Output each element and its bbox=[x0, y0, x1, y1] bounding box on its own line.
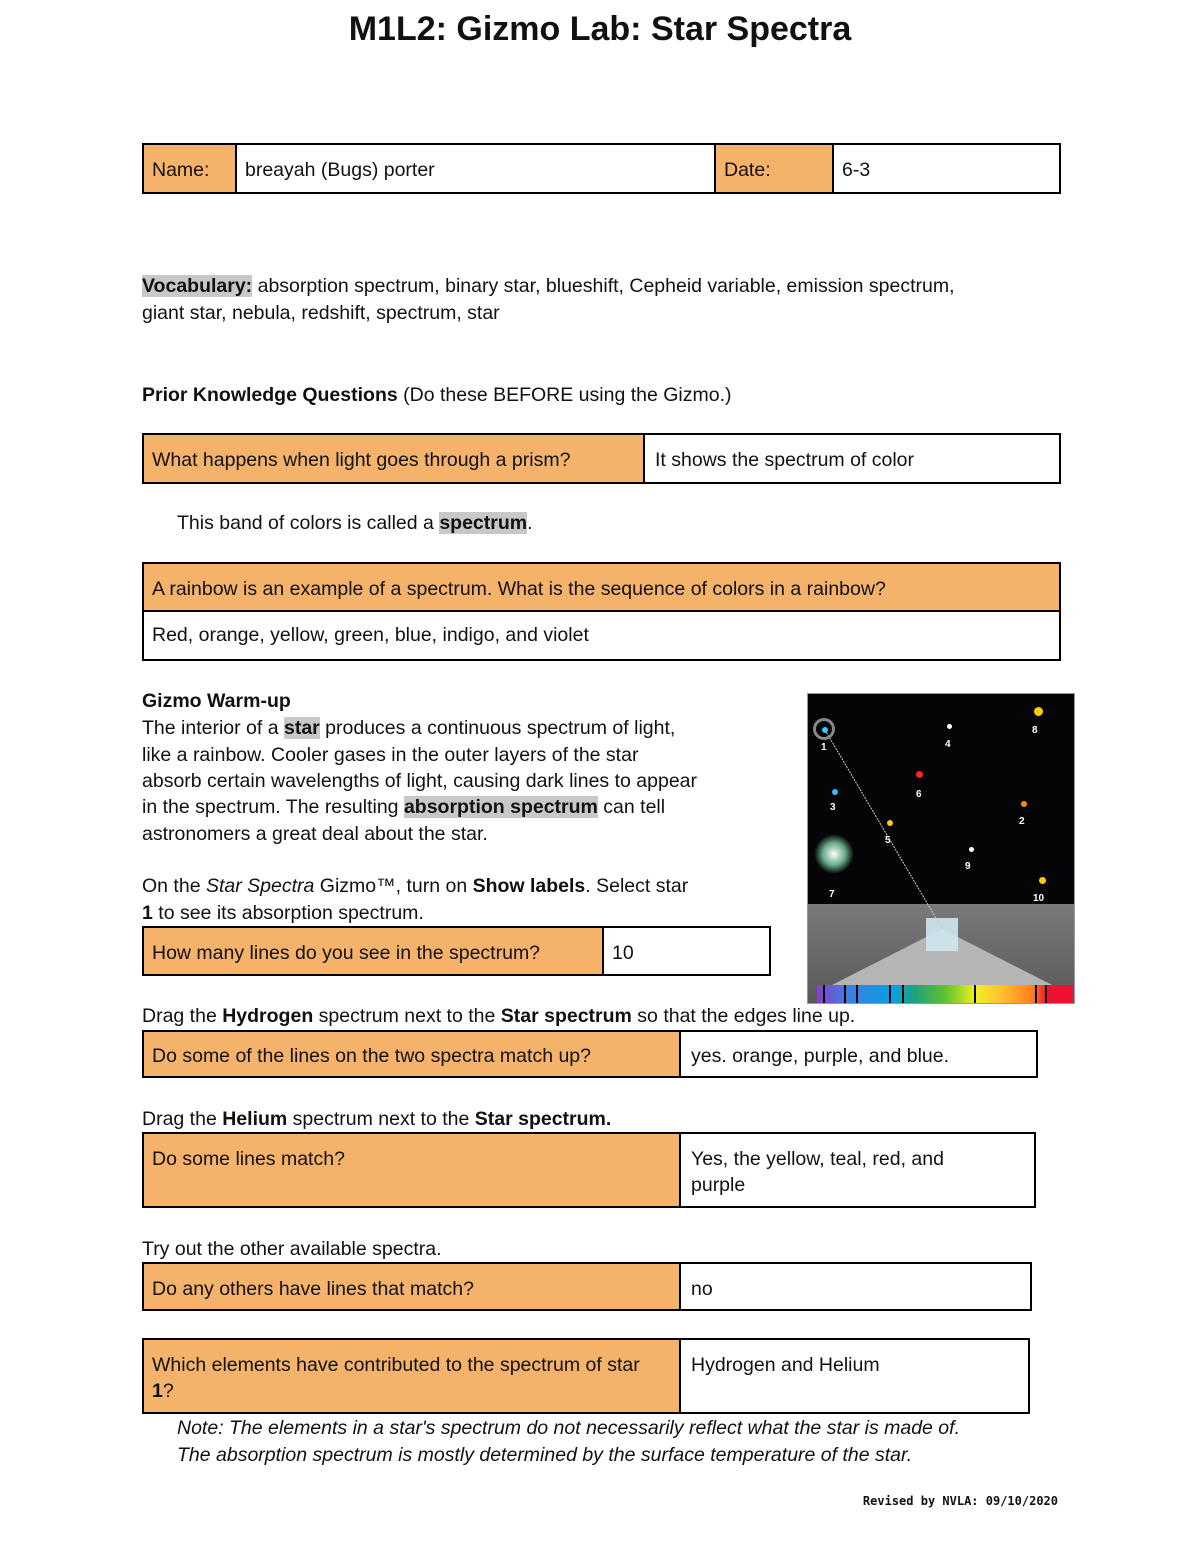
star-6[interactable] bbox=[916, 771, 923, 778]
answer-7[interactable]: Hydrogen and Helium bbox=[679, 1340, 1028, 1412]
band-sentence bbox=[177, 510, 533, 536]
star-label: 10 bbox=[1033, 893, 1045, 904]
text-segment: Drag the bbox=[142, 1108, 223, 1130]
absorption-spectrum-bar bbox=[817, 985, 1073, 1004]
warmup-line: astronomers a great deal about the star. bbox=[142, 823, 488, 845]
text-segment: spectrum next to the bbox=[313, 1005, 501, 1027]
star-4[interactable] bbox=[947, 724, 952, 729]
drag-helium-instruction bbox=[142, 1106, 611, 1132]
question-table-7 bbox=[142, 1338, 1030, 1414]
text-segment: Helium bbox=[222, 1108, 288, 1130]
star-label: 6 bbox=[916, 789, 922, 800]
question-5: Do some lines match? bbox=[144, 1134, 679, 1206]
text-segment: The interior of a bbox=[142, 717, 284, 739]
warmup-line bbox=[142, 715, 675, 741]
name-label: Name: bbox=[144, 145, 235, 192]
star-label: 2 bbox=[1019, 816, 1025, 827]
name-date-table bbox=[142, 143, 1061, 194]
try-other-spectra: Try out the other available spectra. bbox=[142, 1238, 442, 1260]
text-segment: . Select star bbox=[585, 875, 689, 897]
band-text: This band of colors is called a bbox=[177, 512, 440, 534]
text-segment: Star Spectra bbox=[205, 875, 315, 897]
date-label: Date: bbox=[714, 145, 832, 192]
text-segment: Star spectrum bbox=[500, 1005, 632, 1027]
warmup-instruction-2 bbox=[142, 900, 424, 926]
answer-6[interactable]: no bbox=[679, 1264, 1030, 1309]
question-table-2 bbox=[142, 562, 1061, 661]
question-table-5 bbox=[142, 1132, 1036, 1208]
text-segment: ? bbox=[162, 1380, 174, 1402]
warmup-line bbox=[142, 794, 665, 820]
star-1[interactable] bbox=[822, 727, 828, 733]
star-9[interactable] bbox=[969, 847, 974, 852]
page-title: M1L2: Gizmo Lab: Star Spectra bbox=[348, 10, 852, 48]
question-3: How many lines do you see in the spectrum? bbox=[144, 928, 602, 974]
text-segment: On the bbox=[142, 875, 206, 897]
warmup-line: absorb certain wavelengths of light, causing dark lines to appear bbox=[142, 770, 697, 792]
question-4: Do some of the lines on the two spectra match up? bbox=[144, 1032, 679, 1076]
text-segment: 1 bbox=[152, 1380, 163, 1402]
text-segment: so that the edges line up. bbox=[631, 1005, 856, 1027]
star-label: 4 bbox=[945, 739, 951, 750]
name-field[interactable]: breayah (Bugs) porter bbox=[235, 145, 714, 192]
text-segment: produces a continuous spectrum of light, bbox=[319, 717, 676, 739]
drag-hydrogen-instruction bbox=[142, 1003, 855, 1029]
star-8[interactable] bbox=[1034, 707, 1043, 716]
term-star: star bbox=[283, 717, 320, 739]
question-7 bbox=[144, 1340, 679, 1412]
note-line-2: The absorption spectrum is mostly determined by the surface temperature of the star. bbox=[177, 1444, 913, 1466]
vocabulary-terms: absorption spectrum, binary star, blueshift, Cepheid variable, emission spectrum, bbox=[252, 275, 955, 297]
text-segment: Star spectrum. bbox=[474, 1108, 612, 1130]
text-segment: Show labels bbox=[472, 875, 586, 897]
prior-heading-bold: Prior Knowledge Questions bbox=[142, 384, 398, 406]
answer-2[interactable]: Red, orange, yellow, green, blue, indigo, and violet bbox=[152, 624, 589, 646]
answer-3[interactable]: 10 bbox=[602, 928, 769, 974]
question-table-6 bbox=[142, 1262, 1032, 1311]
vocabulary-line-2: giant star, nebula, redshift, spectrum, star bbox=[142, 302, 500, 324]
text-segment: Hydrogen bbox=[222, 1005, 314, 1027]
text-segment: in the spectrum. The resulting bbox=[142, 796, 404, 818]
question-table-4 bbox=[142, 1030, 1038, 1078]
text-segment: can tell bbox=[597, 796, 666, 818]
star-label: 3 bbox=[830, 802, 836, 813]
warmup-heading: Gizmo Warm-up bbox=[142, 690, 291, 712]
star-3[interactable] bbox=[832, 789, 838, 795]
prior-knowledge-heading bbox=[142, 382, 732, 408]
band-end: . bbox=[527, 512, 533, 534]
text-segment: 1 bbox=[142, 902, 153, 924]
star-label: 1 bbox=[821, 742, 827, 753]
question-table-1 bbox=[142, 433, 1061, 484]
text-segment: to see its absorption spectrum. bbox=[152, 902, 424, 924]
star-label: 7 bbox=[829, 889, 835, 900]
note-line-1: Note: The elements in a star's spectrum do not necessarily reflect what the star is made of. bbox=[177, 1417, 960, 1439]
vocabulary-label: Vocabulary: bbox=[142, 275, 253, 297]
question-table-3 bbox=[142, 926, 771, 976]
date-field[interactable]: 6-3 bbox=[832, 145, 1059, 192]
warmup-line: like a rainbow. Cooler gases in the outer layers of the star bbox=[142, 744, 639, 766]
answer-1[interactable]: It shows the spectrum of color bbox=[643, 435, 1059, 482]
text-segment: Gizmo™, turn on bbox=[314, 875, 473, 897]
warmup-instruction bbox=[142, 873, 688, 899]
star-label: 5 bbox=[885, 835, 891, 846]
text-segment: Which elements have contributed to the spectrum of star bbox=[152, 1354, 640, 1376]
term-absorption-spectrum: absorption spectrum bbox=[403, 796, 598, 818]
question-1: What happens when light goes through a prism? bbox=[144, 435, 643, 482]
band-term: spectrum bbox=[439, 512, 528, 534]
star-label: 9 bbox=[965, 861, 971, 872]
star-5[interactable] bbox=[887, 820, 893, 826]
nebula-7[interactable] bbox=[814, 834, 854, 874]
prior-heading-note: (Do these BEFORE using the Gizmo.) bbox=[397, 384, 732, 406]
star-2[interactable] bbox=[1021, 801, 1027, 807]
text-segment: spectrum next to the bbox=[287, 1108, 475, 1130]
question-6: Do any others have lines that match? bbox=[144, 1264, 679, 1309]
vocabulary-line bbox=[142, 273, 955, 299]
star-spectra-gizmo-image bbox=[807, 693, 1075, 1004]
answer-4[interactable]: yes. orange, purple, and blue. bbox=[679, 1032, 1036, 1076]
text-segment: Drag the bbox=[142, 1005, 223, 1027]
answer-5[interactable]: Yes, the yellow, teal, red, and purple bbox=[679, 1134, 1034, 1206]
question-2: A rainbow is an example of a spectrum. What is the sequence of colors in a rainbow? bbox=[144, 564, 1059, 612]
revision-footer: Revised by NVLA: 09/10/2020 bbox=[862, 1494, 1058, 1508]
star-label: 8 bbox=[1032, 725, 1038, 736]
star-10[interactable] bbox=[1039, 877, 1046, 884]
